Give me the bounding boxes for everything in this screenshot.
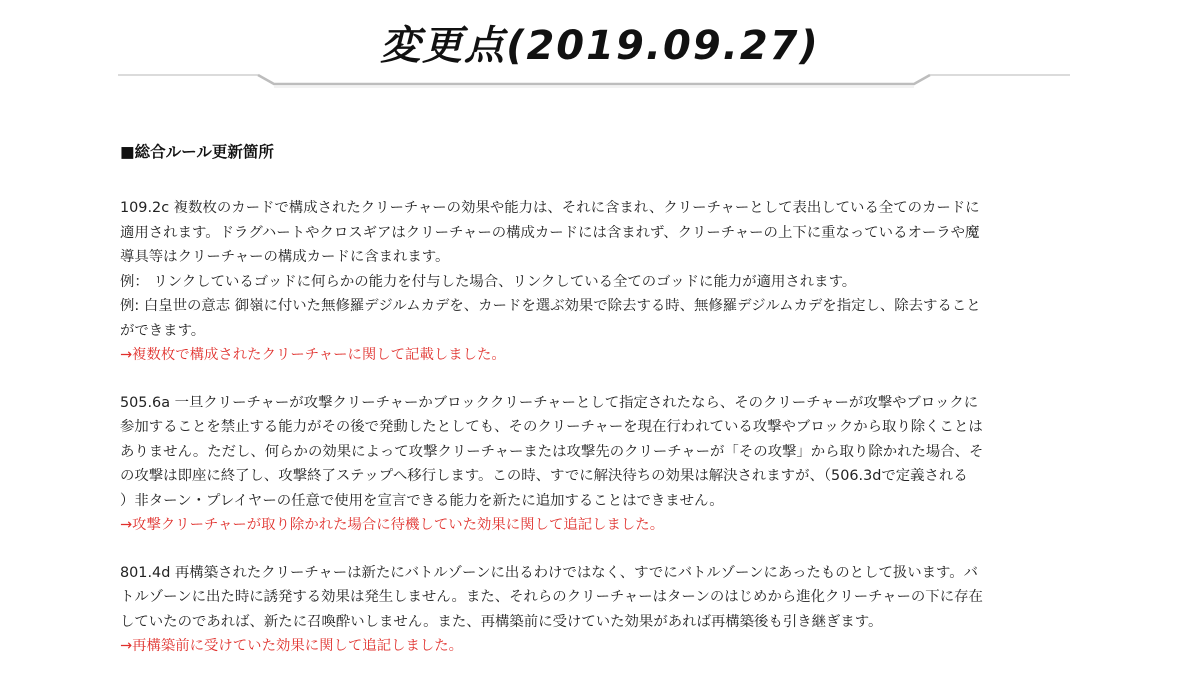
rule-example-line: ができます。 xyxy=(120,322,206,339)
change-note: →攻撃クリーチャーが取り除かれた場合に待機していた効果に関して追記しました。 xyxy=(120,517,665,533)
section-heading: ■総合ルール更新箇所 xyxy=(120,143,274,161)
change-note: →再構築前に受けていた効果に関して追記しました。 xyxy=(120,638,464,654)
page-title: 変更点(2019.09.27) xyxy=(380,23,820,69)
rules-body xyxy=(120,196,1080,682)
rule-text-line: 109.2c 複数枚のカードで構成されたクリーチャーの効果や能力は、それに含まれ、クリーチャーとして表出している全てのカードに xyxy=(120,200,980,216)
rule-text-line: 801.4d 再構築されたクリーチャーは新たにバトルゾーンに出るわけではなく、すでにバトルゾーンにあったものとして扱います。バ xyxy=(120,564,979,581)
rule-109-2c xyxy=(120,196,1080,368)
rule-505-6a xyxy=(120,391,1080,538)
rule-text-line: していたのであれば、新たに召喚酔いしません。また、再構築前に受けていた効果があれば再構築後も引き継ぎます。 xyxy=(120,613,883,630)
rule-text-line: 参加することを禁止する能力がその後で発動したとしても、そのクリーチャーを現在行われている攻撃やブロックから取り除くことは xyxy=(120,419,983,435)
rule-text-line: の攻撃は即座に終了し、攻撃終了ステップへ移行します。この時、すでに解決待ちの効果は解決されますが、（506.3dで定義される xyxy=(120,468,968,484)
rule-text-line: 505.6a 一旦クリーチャーが攻撃クリーチャーかブロッククリーチャーとして指定されたなら、そのクリーチャーが攻撃やブロックに xyxy=(120,394,979,411)
change-note: →複数枚で構成されたクリーチャーに関して記載しました。 xyxy=(120,347,506,363)
rule-text-line: ）非ターン・プレイヤーの任意で使用を宣言できる能力を新たに追加することはできません。 xyxy=(120,492,724,509)
rule-text-line: 適用されます。ドラグハートやクロスギアはクリーチャーの構成カードには含まれず、クリーチャーの上下に重なっているオーラや魔 xyxy=(120,224,980,241)
rule-text-line: トルゾーンに出た時に誘発する効果は発生しません。また、それらのクリーチャーはターンのはじめから進化クリーチャーの下に存在 xyxy=(120,589,983,605)
title-divider xyxy=(118,72,1070,90)
rule-801-4d xyxy=(120,561,1080,659)
rule-example-line: 例: 白皇世の意志 御嶺に付いた無修羅デジルムカデを、カードを選ぶ効果で除去する時、無修羅デジルムカデを指定し、除去すること xyxy=(120,298,981,314)
rule-text-line: ありません。ただし、何らかの効果によって攻撃クリーチャーまたは攻撃先のクリーチャーが「その攻撃」から取り除かれた場合、そ xyxy=(120,443,984,460)
rule-text-line: 導具等はクリーチャーの構成カードに含まれます。 xyxy=(120,249,450,265)
rule-example-line: 例： リンクしているゴッドに何らかの能力を付与した場合、リンクしている全てのゴッドに能力が適用されます。 xyxy=(120,273,857,290)
